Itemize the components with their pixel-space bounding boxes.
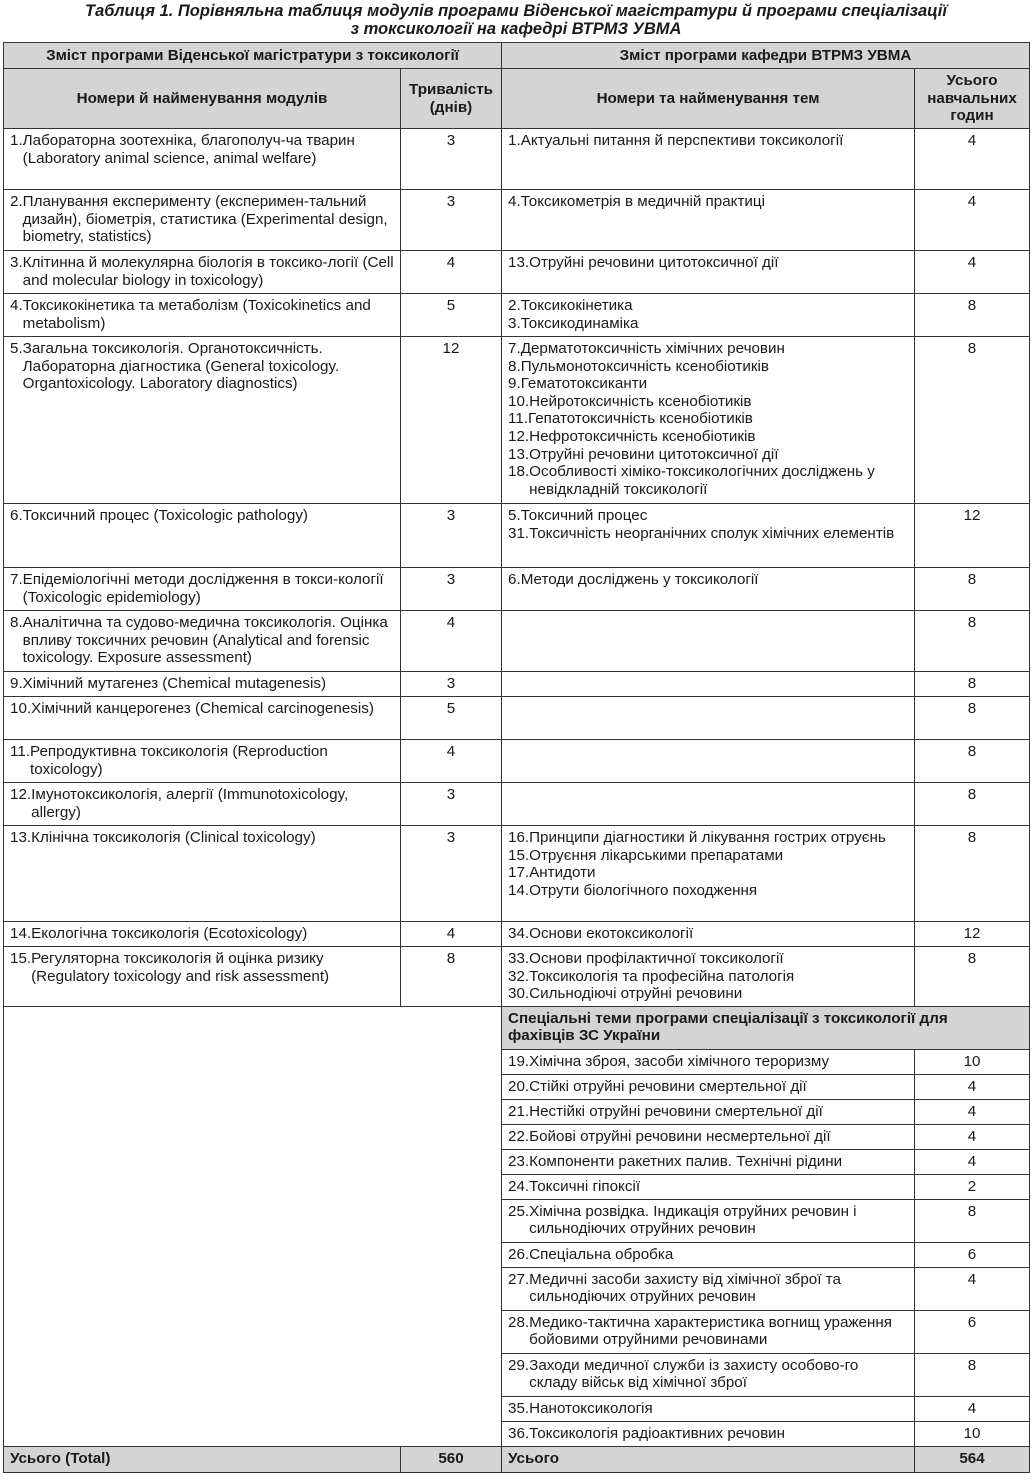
item-text: Нестійкі отруйні речовини смертельної дії	[529, 1102, 823, 1120]
hours-cell: 8	[915, 1199, 1030, 1242]
item-text: Хімічна розвідка. Індикація отруйних речовин і сильнодіючих отруйних речовин	[529, 1202, 857, 1238]
duration-cell: 3	[401, 568, 502, 611]
item-number: 30.	[508, 985, 530, 1003]
module-item	[10, 700, 394, 718]
item-number: 10.	[10, 700, 32, 717]
item-number: 4.	[10, 297, 23, 314]
item-text: Нейротоксичність ксенобіотиків	[529, 392, 752, 410]
item-number: 7.	[508, 340, 521, 357]
table-body	[4, 129, 1030, 1473]
hours-cell: 4	[915, 1074, 1030, 1099]
hours-cell: 10	[915, 1421, 1030, 1446]
module-cell	[4, 826, 401, 922]
item-number: 12.	[508, 427, 530, 445]
item-number: 8.	[508, 357, 521, 375]
item-text: Антидоти	[529, 864, 596, 882]
item-number: 14.	[10, 925, 32, 942]
caption-line-2: з токсикології на кафедрі ВТРМЗ УВМА	[350, 20, 682, 38]
item-text: Нанотоксикологія	[529, 1399, 653, 1417]
item-text: Медико-тактична характеристика вогнищ ураження бойовими отруйними речовинами	[529, 1313, 893, 1349]
hours-cell: 8	[915, 826, 1030, 922]
item-text: Репродуктивна токсикологія (Reproduction toxicology)	[30, 743, 328, 778]
item-number: 11.	[508, 410, 529, 428]
topics-cell	[502, 190, 915, 251]
item-text: Медичні засоби захисту від хімічної зброї та сильнодіючих отруйних речовин	[529, 1270, 841, 1306]
module-item	[10, 675, 394, 693]
item-number: 20.	[508, 1077, 530, 1095]
hours-cell: 8	[915, 611, 1030, 672]
hours-cell: 6	[915, 1310, 1030, 1353]
topic-item	[508, 968, 908, 986]
duration-cell: 8	[401, 947, 502, 1007]
topic-item	[508, 1314, 908, 1349]
item-text: Токсикометрія в медичній практиці	[520, 193, 765, 210]
duration-cell: 3	[401, 826, 502, 922]
item-text: Принципи діагностики й лікування гострих отруєнь	[529, 829, 886, 846]
item-number: 18.	[508, 463, 530, 481]
module-item	[10, 297, 394, 332]
duration-cell: 3	[401, 783, 502, 826]
item-number: 3.	[10, 254, 23, 271]
item-text: Токсикологія радіоактивних речовин	[529, 1424, 786, 1442]
duration-cell: 3	[401, 504, 502, 568]
item-text: Отруйні речовини цитотоксичної дії	[529, 254, 779, 271]
item-text: Токсичний процес (Toxicologic pathology)	[22, 507, 308, 524]
item-text: Токсичні гіпоксії	[529, 1177, 641, 1195]
topic-item	[508, 829, 908, 847]
table-row	[4, 697, 1030, 740]
item-text: Основи екотоксикології	[529, 925, 694, 942]
topics-cell	[502, 1099, 915, 1124]
header-department-program: Зміст програми кафедри ВТРМЗ УВМА	[502, 43, 1030, 69]
topics-cell	[502, 1421, 915, 1446]
item-text: Отрути біологічного походження	[529, 881, 758, 899]
table-row	[4, 251, 1030, 294]
table-row	[4, 129, 1030, 190]
module-item	[10, 571, 394, 606]
module-item	[10, 829, 394, 847]
item-text: Спеціальна обробка	[529, 1245, 674, 1263]
hours-cell: 4	[915, 1099, 1030, 1124]
hours-cell: 4	[915, 190, 1030, 251]
topics-cell	[502, 251, 915, 294]
total-value-left: 560	[401, 1446, 502, 1472]
hours-cell: 8	[915, 1353, 1030, 1396]
item-text: Актуальні питання й перспективи токсикології	[520, 132, 844, 149]
topics-cell	[502, 697, 915, 740]
comparison-table	[3, 42, 1030, 1473]
hours-cell: 8	[915, 294, 1030, 337]
topic-item	[508, 315, 908, 333]
module-item	[10, 132, 394, 167]
topics-cell	[502, 1267, 915, 1310]
item-number: 8.	[10, 614, 23, 631]
item-number: 16.	[508, 829, 530, 846]
table-row	[4, 826, 1030, 922]
topic-item	[508, 1425, 908, 1443]
item-number: 35.	[508, 1399, 530, 1417]
topics-cell	[502, 1199, 915, 1242]
item-text: Методи досліджень у токсикології	[520, 571, 759, 588]
hours-cell: 8	[915, 337, 1030, 504]
item-number: 29.	[508, 1356, 530, 1374]
hours-cell: 4	[915, 1149, 1030, 1174]
total-row	[4, 1446, 1030, 1472]
item-text: Токсичність неорганічних сполук хімічних елементів	[529, 524, 895, 542]
topics-cell	[502, 1174, 915, 1199]
item-number: 28.	[508, 1313, 530, 1331]
duration-cell: 3	[401, 129, 502, 190]
item-number: 15.	[508, 846, 530, 864]
hours-cell: 4	[915, 251, 1030, 294]
topics-cell	[502, 672, 915, 697]
item-number: 21.	[508, 1102, 530, 1120]
item-number: 15.	[10, 950, 32, 967]
topics-cell	[502, 294, 915, 337]
module-cell	[4, 129, 401, 190]
topic-item	[508, 507, 908, 525]
module-cell	[4, 337, 401, 504]
topic-item	[508, 882, 908, 900]
module-cell	[4, 190, 401, 251]
item-text: Нефротоксичність ксенобіотиків	[529, 427, 756, 445]
item-number: 23.	[508, 1152, 530, 1170]
topics-cell	[502, 611, 915, 672]
item-number: 11.	[10, 743, 30, 760]
topics-cell	[502, 1310, 915, 1353]
topic-item	[508, 525, 908, 543]
topics-cell	[502, 129, 915, 190]
item-number: 12.	[10, 786, 32, 803]
duration-cell: 5	[401, 697, 502, 740]
module-item	[10, 507, 394, 525]
item-number: 9.	[508, 375, 521, 393]
module-cell	[4, 740, 401, 783]
module-item	[10, 925, 394, 943]
item-number: 36.	[508, 1424, 530, 1442]
topic-item	[508, 393, 908, 411]
header-hours: Усього навчальних годин	[915, 69, 1030, 129]
item-number: 6.	[10, 507, 23, 524]
topics-cell	[502, 1396, 915, 1421]
hours-cell: 8	[915, 740, 1030, 783]
topic-item	[508, 340, 908, 358]
topic-item	[508, 1153, 908, 1171]
item-number: 13.	[10, 829, 32, 846]
module-cell	[4, 672, 401, 697]
topics-cell	[502, 1074, 915, 1099]
header-duration: Тривалість (днів)	[401, 69, 502, 129]
item-number: 14.	[508, 881, 530, 899]
hours-cell: 10	[915, 1049, 1030, 1074]
item-number: 13.	[508, 445, 530, 463]
topics-cell	[502, 1353, 915, 1396]
item-number: 33.	[508, 950, 530, 967]
module-cell	[4, 783, 401, 826]
topic-item	[508, 847, 908, 865]
topic-item	[508, 132, 908, 150]
item-number: 24.	[508, 1177, 530, 1195]
total-label-left: Усього (Total)	[4, 1446, 401, 1472]
item-text: Заходи медичної служби із захисту особово-го складу військ від хімічної зброї	[529, 1356, 859, 1392]
table-row	[4, 947, 1030, 1007]
topics-cell	[502, 568, 915, 611]
item-number: 7.	[10, 571, 23, 588]
module-item	[10, 193, 394, 246]
item-text: Клінічна токсикологія (Clinical toxicology)	[31, 829, 316, 846]
topic-item	[508, 1271, 908, 1306]
table-row	[4, 504, 1030, 568]
module-cell	[4, 504, 401, 568]
item-number: 5.	[10, 340, 23, 357]
table-row	[4, 783, 1030, 826]
hours-cell: 2	[915, 1174, 1030, 1199]
table-row	[4, 740, 1030, 783]
hours-cell: 4	[915, 129, 1030, 190]
item-text: Особливості хіміко-токсикологічних досліджень у невідкладній токсикології	[529, 463, 875, 498]
total-value-right: 564	[915, 1446, 1030, 1472]
module-cell	[4, 697, 401, 740]
topic-item	[508, 254, 908, 272]
topic-item	[508, 1357, 908, 1392]
item-number: 31.	[508, 524, 530, 542]
table-row	[4, 672, 1030, 697]
table-row	[4, 611, 1030, 672]
hours-cell: 12	[915, 504, 1030, 568]
hours-cell: 8	[915, 568, 1030, 611]
module-item	[10, 340, 394, 393]
item-number: 27.	[508, 1270, 530, 1288]
item-text: Імунотоксикологія, алергії (Immunotoxicology, allergy)	[31, 786, 349, 821]
item-text: Хімічний канцерогенез (Chemical carcinogenesis)	[31, 700, 374, 717]
hours-cell: 6	[915, 1242, 1030, 1267]
item-text: Отруйні речовини цитотоксичної дії	[529, 445, 779, 463]
topic-item	[508, 358, 908, 376]
total-label-right: Усього	[502, 1446, 915, 1472]
topic-item	[508, 1203, 908, 1238]
hours-cell: 12	[915, 922, 1030, 947]
item-text: Загальна токсикологія. Органотоксичність. Лабораторна діагностика (General toxicology. Organtoxicology. Laboratory diagnostics)	[22, 340, 340, 393]
duration-cell: 12	[401, 337, 502, 504]
topic-item	[508, 297, 908, 315]
item-text: Гематотоксиканти	[520, 375, 648, 393]
hours-cell: 8	[915, 672, 1030, 697]
topics-cell	[502, 1124, 915, 1149]
hours-cell: 8	[915, 783, 1030, 826]
module-cell	[4, 922, 401, 947]
item-text: Дерматотоксичність хімічних речовин	[520, 340, 785, 357]
module-item	[10, 743, 394, 778]
item-text: Пульмонотоксичність ксенобіотиків	[520, 357, 769, 375]
topics-cell	[502, 1049, 915, 1074]
module-item	[10, 254, 394, 289]
topic-item	[508, 571, 908, 589]
table-row	[4, 190, 1030, 251]
topic-item	[508, 864, 908, 882]
topic-item	[508, 1178, 908, 1196]
topic-item	[508, 925, 908, 943]
topics-cell	[502, 740, 915, 783]
module-cell	[4, 947, 401, 1007]
module-cell	[4, 294, 401, 337]
item-number: 5.	[508, 507, 521, 524]
topic-item	[508, 1078, 908, 1096]
topic-item	[508, 1103, 908, 1121]
item-text: Клітинна й молекулярна біологія в токсико-логії (Cell and molecular biology in toxicology)	[22, 254, 394, 289]
module-cell	[4, 568, 401, 611]
duration-cell: 5	[401, 294, 502, 337]
duration-cell: 3	[401, 672, 502, 697]
module-item	[10, 786, 394, 821]
table-row	[4, 337, 1030, 504]
hours-cell: 4	[915, 1124, 1030, 1149]
table-row	[4, 922, 1030, 947]
item-text: Бойові отруйні речовини несмертельної дії	[529, 1127, 831, 1145]
item-text: Основи профілактичної токсикології	[529, 950, 784, 967]
duration-cell: 4	[401, 740, 502, 783]
topic-item	[508, 1400, 908, 1418]
item-number: 34.	[508, 925, 530, 942]
item-number: 1.	[10, 132, 23, 149]
topics-cell	[502, 783, 915, 826]
table-caption	[0, 0, 1032, 42]
item-text: Токсичний процес	[520, 507, 648, 524]
topic-item	[508, 1128, 908, 1146]
module-cell	[4, 251, 401, 294]
special-topics-title: Спеціальні теми програми спеціалізації з токсикології для фахівців ЗС України	[502, 1006, 1030, 1049]
item-number: 3.	[508, 314, 521, 332]
item-number: 22.	[508, 1127, 530, 1145]
hours-cell: 8	[915, 697, 1030, 740]
duration-cell: 4	[401, 922, 502, 947]
item-text: Епідеміологічні методи дослідження в токси-кології (Toxicologic epidemiology)	[22, 571, 384, 606]
item-number: 4.	[508, 193, 521, 210]
topic-item	[508, 410, 908, 428]
item-number: 9.	[10, 675, 23, 692]
topics-cell	[502, 922, 915, 947]
item-text: Стійкі отруйні речовини смертельної дії	[529, 1077, 807, 1095]
topics-cell	[502, 1242, 915, 1267]
item-text: Токсикокінетика та метаболізм (Toxicokinetics and metabolism)	[22, 297, 371, 332]
module-item	[10, 614, 394, 667]
table-row	[4, 568, 1030, 611]
topic-item	[508, 446, 908, 464]
blank-cell	[4, 1006, 502, 1446]
item-number: 13.	[508, 254, 530, 271]
topic-item	[508, 193, 908, 211]
header-vienna-program: Зміст програми Віденської магістратури з токсикології	[4, 43, 502, 69]
hours-cell: 4	[915, 1396, 1030, 1421]
topic-item	[508, 428, 908, 446]
topics-cell	[502, 1149, 915, 1174]
header-modules: Номери й найменування модулів	[4, 69, 401, 129]
hours-cell: 8	[915, 947, 1030, 1007]
special-title-row	[4, 1006, 1030, 1049]
item-text: Аналітична та судово-медична токсикологія. Оцінка впливу токсичних речовин (Analytical and forensic toxicology. Exposure assessment)	[22, 614, 388, 667]
duration-cell: 4	[401, 611, 502, 672]
topic-item	[508, 985, 908, 1003]
duration-cell: 3	[401, 190, 502, 251]
topic-item	[508, 375, 908, 393]
item-number: 25.	[508, 1202, 530, 1220]
module-item	[10, 950, 394, 985]
topic-item	[508, 1053, 908, 1071]
topics-cell	[502, 826, 915, 922]
topics-cell	[502, 504, 915, 568]
item-text: Отруєння лікарськими препаратами	[529, 846, 784, 864]
table-row	[4, 294, 1030, 337]
item-text: Гепатотоксичність ксенобіотиків	[528, 410, 753, 428]
topics-cell	[502, 337, 915, 504]
topic-item	[508, 463, 908, 498]
item-text: Токсикокінетика	[520, 297, 633, 314]
item-text: Сильнодіючі отруйні речовини	[529, 985, 743, 1003]
caption-line-1: Таблиця 1. Порівняльна таблиця модулів програми Віденської магістратури й програми спеціалізації	[85, 2, 947, 20]
item-text: Регуляторна токсикологія й оцінка ризику (Regulatory toxicology and risk assessment)	[31, 950, 330, 985]
hours-cell: 4	[915, 1267, 1030, 1310]
item-number: 2.	[508, 297, 521, 314]
item-number: 1.	[508, 132, 521, 149]
item-text: Планування експерименту (експеримен-тальний дизайн), біометрія, статистика (Experimental design, biometry, statistics)	[22, 193, 388, 246]
duration-cell: 4	[401, 251, 502, 294]
item-text: Компоненти ракетних палив. Технічні рідини	[529, 1152, 843, 1170]
item-number: 6.	[508, 571, 521, 588]
topic-item	[508, 950, 908, 968]
topic-item	[508, 1246, 908, 1264]
item-number: 2.	[10, 193, 23, 210]
item-number: 26.	[508, 1245, 530, 1263]
item-text: Хімічний мутагенез (Chemical mutagenesis)	[22, 675, 326, 692]
topics-cell	[502, 947, 915, 1007]
item-text: Хімічна зброя, засоби хімічного тероризму	[529, 1052, 830, 1070]
item-text: Токсикологія та професійна патологія	[529, 967, 795, 985]
module-cell	[4, 611, 401, 672]
item-text: Токсикодинаміка	[520, 314, 639, 332]
header-topics: Номери та найменування тем	[502, 69, 915, 129]
item-number: 10.	[508, 392, 530, 410]
item-number: 32.	[508, 967, 530, 985]
item-number: 19.	[508, 1052, 530, 1070]
item-number: 17.	[508, 864, 530, 882]
item-text: Екологічна токсикологія (Ecotoxicology)	[31, 925, 308, 942]
item-text: Лабораторна зоотехніка, благополуч-ча тварин (Laboratory animal science, animal welfare)	[22, 132, 355, 167]
